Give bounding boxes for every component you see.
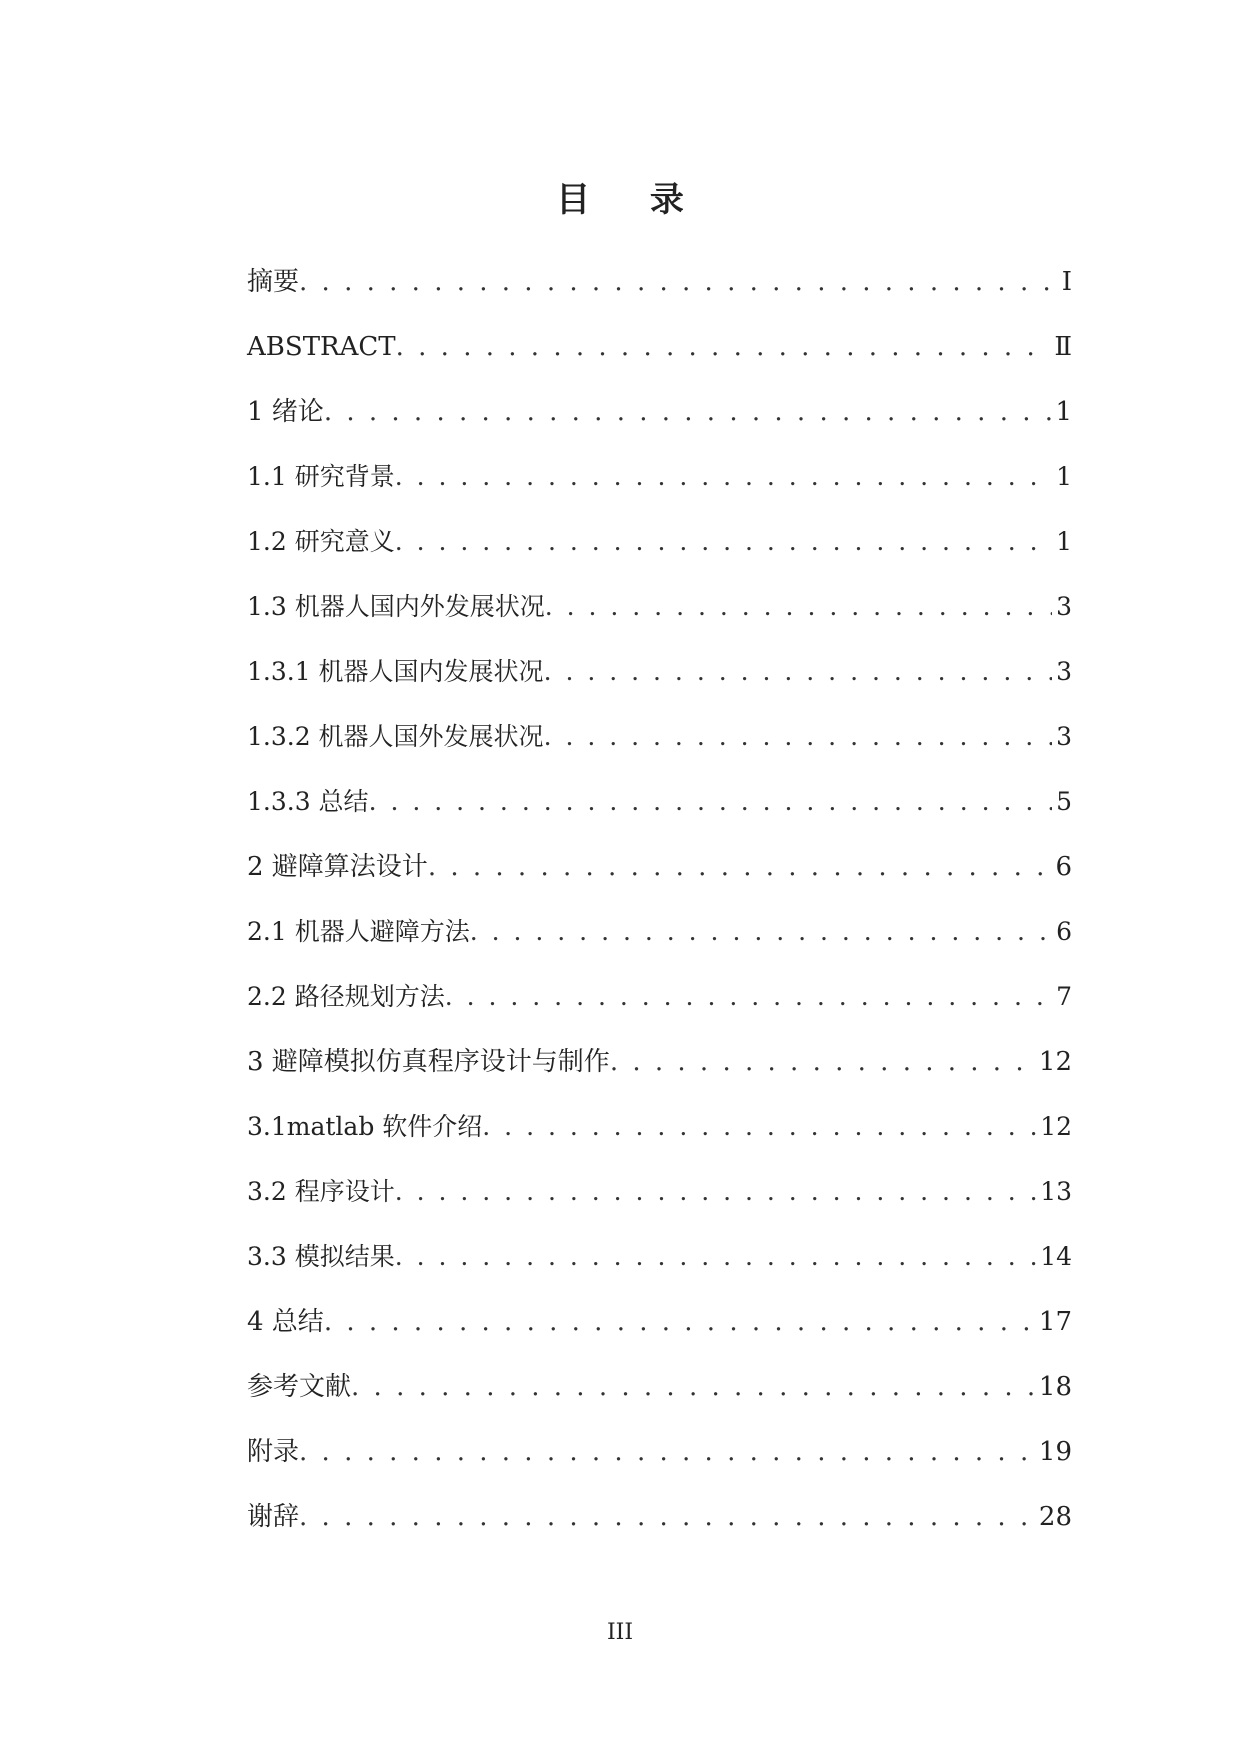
toc-leader-dots xyxy=(369,785,1053,819)
toc-entry-acknowledgements[interactable] xyxy=(247,1500,1072,1565)
toc-entry-label: 2.1 机器人避障方法 xyxy=(247,917,470,946)
toc-entry-page: 13 xyxy=(1040,1177,1072,1206)
toc-entry-appendix[interactable] xyxy=(247,1435,1072,1500)
toc-entry-page: 1 xyxy=(1055,397,1072,427)
toc-entry-section-1-3[interactable] xyxy=(247,590,1072,655)
toc-leader-dots xyxy=(610,1045,1035,1079)
table-of-contents xyxy=(247,265,1072,1565)
toc-entry-page: 28 xyxy=(1038,1502,1072,1532)
toc-entry-section-1-3-3[interactable] xyxy=(247,785,1072,850)
toc-leader-dots xyxy=(324,1305,1035,1339)
toc-entry-page: 3 xyxy=(1056,657,1072,686)
toc-entry-page: 3 xyxy=(1056,592,1072,621)
toc-entry-label: 4 总结 xyxy=(247,1307,324,1337)
toc-entry-abstract-cn[interactable] xyxy=(247,265,1072,330)
toc-entry-page: 14 xyxy=(1040,1242,1072,1271)
toc-entry-page: 3 xyxy=(1056,722,1072,751)
toc-entry-section-1-2[interactable] xyxy=(247,525,1072,590)
toc-entry-page: 1 xyxy=(1056,462,1072,491)
toc-leader-dots xyxy=(395,1175,1036,1209)
toc-entry-page: 12 xyxy=(1038,1047,1072,1077)
toc-entry-page: 17 xyxy=(1038,1307,1072,1337)
toc-entry-page: Ⅱ xyxy=(1054,332,1072,362)
toc-entry-label: 谢辞 xyxy=(247,1502,300,1532)
toc-entry-label: ABSTRACT xyxy=(247,332,396,362)
toc-entry-label: 1.2 研究意义 xyxy=(247,527,395,556)
toc-leader-dots xyxy=(544,655,1053,689)
toc-leader-dots xyxy=(395,460,1052,494)
toc-entry-page: 6 xyxy=(1056,917,1072,946)
toc-entry-chapter-3[interactable] xyxy=(247,1045,1072,1110)
toc-leader-dots xyxy=(482,1110,1036,1144)
toc-entry-page: 1 xyxy=(1056,527,1072,556)
toc-entry-label: 3.1matlab 软件介绍 xyxy=(247,1112,483,1141)
toc-entry-references[interactable] xyxy=(247,1370,1072,1435)
toc-leader-dots xyxy=(445,980,1052,1014)
toc-entry-section-3-2[interactable] xyxy=(247,1175,1072,1240)
toc-entry-section-2-1[interactable] xyxy=(247,915,1072,980)
toc-entry-page: 6 xyxy=(1055,852,1072,882)
toc-entry-label: 1.1 研究背景 xyxy=(247,462,395,491)
toc-leader-dots xyxy=(324,395,1052,429)
toc-entry-chapter-1[interactable] xyxy=(247,395,1072,460)
toc-entry-chapter-4[interactable] xyxy=(247,1305,1072,1370)
toc-entry-page: 18 xyxy=(1038,1372,1072,1402)
toc-leader-dots xyxy=(395,1240,1036,1274)
toc-entry-page: 5 xyxy=(1056,787,1072,816)
toc-entry-label: 3.2 程序设计 xyxy=(247,1177,395,1206)
toc-leader-dots xyxy=(428,850,1052,884)
toc-entry-label: 3.3 模拟结果 xyxy=(247,1242,395,1271)
toc-entry-abstract-en[interactable] xyxy=(247,330,1072,395)
toc-entry-label: 3 避障模拟仿真程序设计与制作 xyxy=(247,1047,610,1077)
toc-entry-label: 附录 xyxy=(247,1437,300,1467)
toc-leader-dots xyxy=(545,590,1052,624)
toc-title: 目 录 xyxy=(556,180,708,220)
toc-entry-label: 1 绪论 xyxy=(247,397,324,427)
toc-entry-page: Ⅰ xyxy=(1061,267,1072,297)
toc-entry-section-3-1[interactable] xyxy=(247,1110,1072,1175)
toc-entry-section-3-3[interactable] xyxy=(247,1240,1072,1305)
toc-entry-label: 1.3.2 机器人国外发展状况 xyxy=(247,722,544,751)
toc-entry-label: 摘要 xyxy=(247,267,300,297)
toc-entry-label: 2.2 路径规划方法 xyxy=(247,982,445,1011)
toc-entry-label: 2 避障算法设计 xyxy=(247,852,428,882)
toc-entry-page: 19 xyxy=(1038,1437,1072,1467)
toc-leader-dots xyxy=(396,330,1051,364)
toc-leader-dots xyxy=(544,720,1053,754)
page-number: III xyxy=(606,1620,634,1645)
toc-leader-dots xyxy=(351,1370,1035,1404)
toc-leader-dots xyxy=(299,265,1058,299)
toc-entry-label: 1.3.1 机器人国内发展状况 xyxy=(247,657,544,686)
toc-entry-section-2-2[interactable] xyxy=(247,980,1072,1045)
toc-entry-section-1-3-1[interactable] xyxy=(247,655,1072,720)
toc-entry-chapter-2[interactable] xyxy=(247,850,1072,915)
toc-entry-label: 1.3 机器人国内外发展状况 xyxy=(247,592,545,621)
toc-entry-section-1-3-2[interactable] xyxy=(247,720,1072,785)
toc-leader-dots xyxy=(299,1435,1035,1469)
toc-leader-dots xyxy=(299,1500,1035,1534)
toc-entry-label: 1.3.3 总结 xyxy=(247,787,369,816)
toc-entry-page: 12 xyxy=(1040,1112,1072,1141)
toc-entry-page: 7 xyxy=(1056,982,1072,1011)
toc-leader-dots xyxy=(470,915,1052,949)
toc-leader-dots xyxy=(395,525,1052,559)
toc-entry-label: 参考文献 xyxy=(247,1372,352,1402)
toc-entry-section-1-1[interactable] xyxy=(247,460,1072,525)
